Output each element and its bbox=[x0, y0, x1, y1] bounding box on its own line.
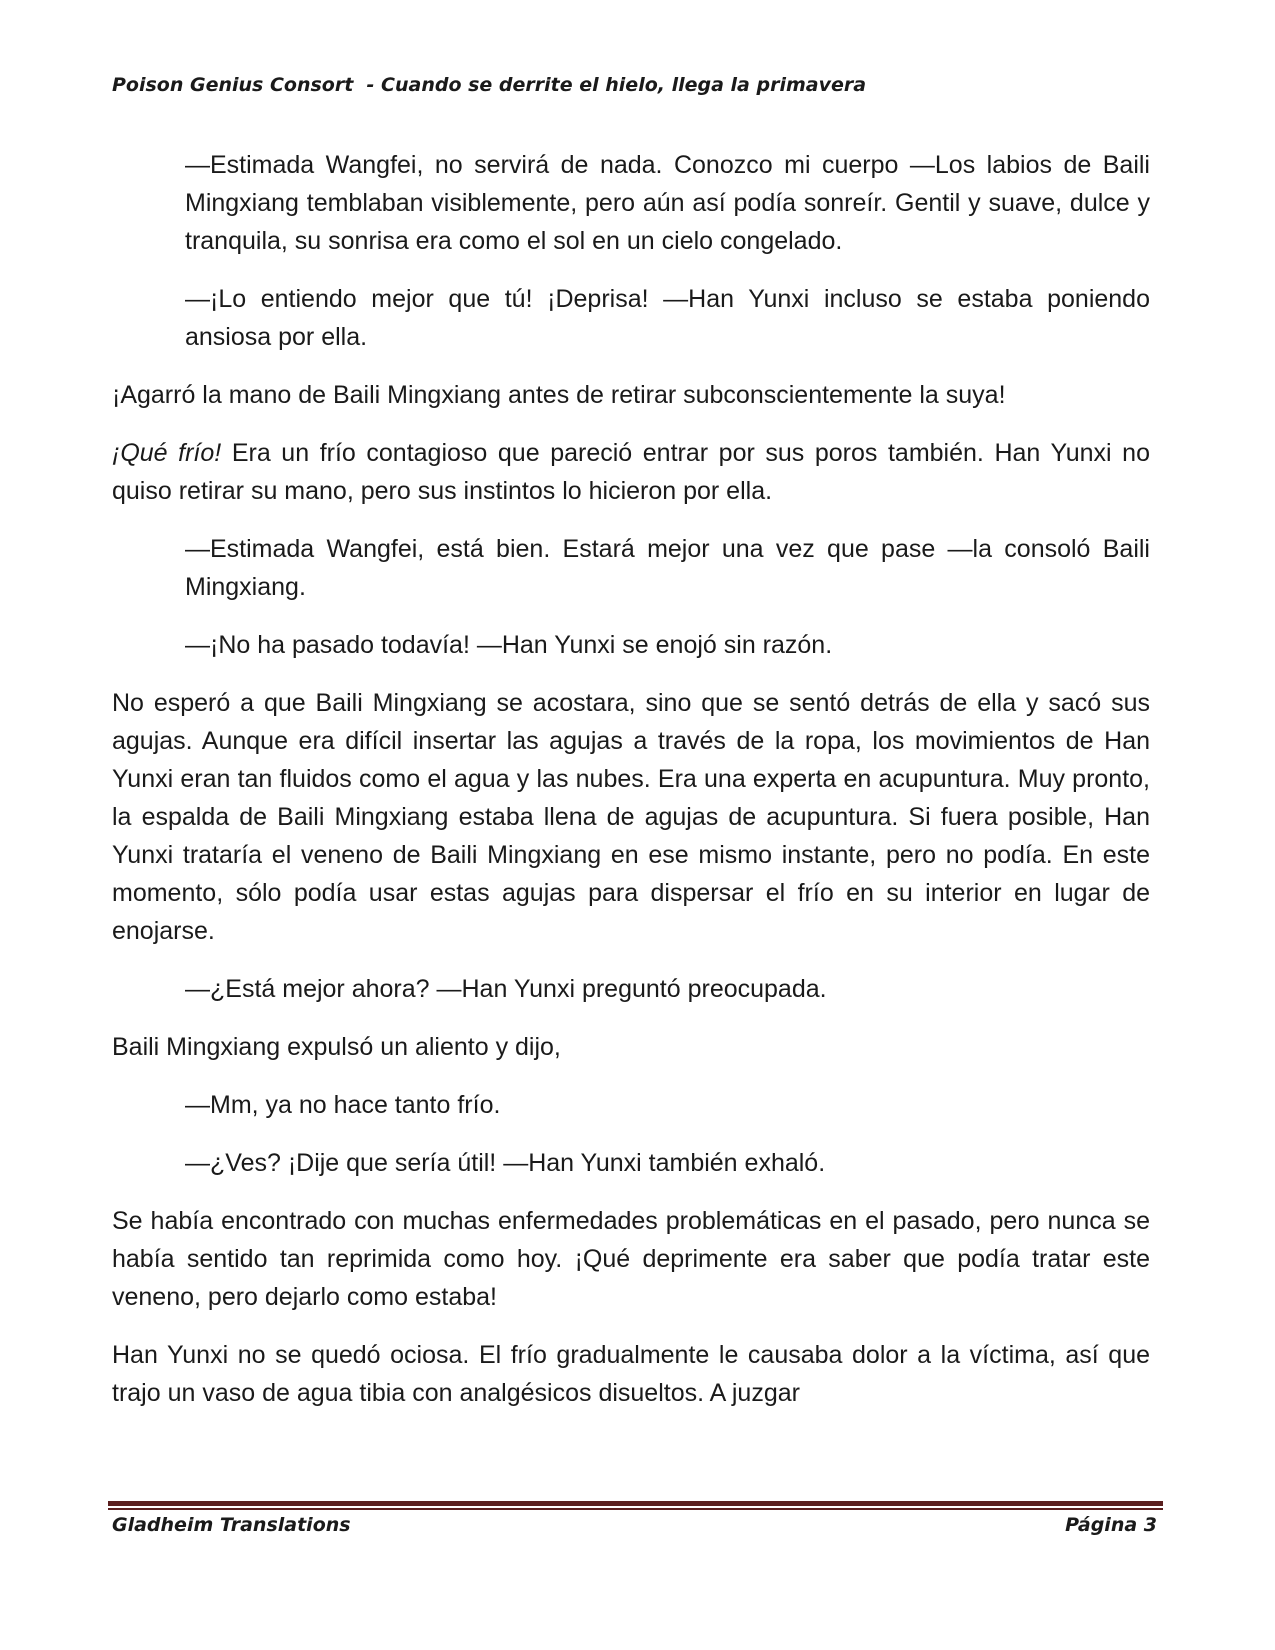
paragraph bbox=[185, 1086, 1150, 1124]
footer-divider bbox=[108, 1501, 1163, 1510]
paragraph bbox=[112, 434, 1150, 510]
paragraph bbox=[185, 626, 1150, 664]
paragraph bbox=[185, 530, 1150, 606]
paragraph-text: Han Yunxi no se quedó ociosa. El frío gradualmente le causaba dolor a la víctima, así que trajo un vaso de agua tibia con analgésicos disueltos. A juzgar bbox=[112, 1341, 1150, 1407]
page-header-title: Poison Genius Consort - Cuando se derrite el hielo, llega la primavera bbox=[112, 74, 867, 96]
paragraph-text: —¡No ha pasado todavía! —Han Yunxi se enojó sin razón. bbox=[185, 631, 833, 659]
footer-divider-thin-line bbox=[108, 1508, 1163, 1510]
paragraph-text: —Mm, ya no hace tanto frío. bbox=[185, 1091, 501, 1119]
paragraph bbox=[112, 1202, 1150, 1316]
paragraph-text: —Estimada Wangfei, está bien. Estará mejor una vez que pase —la consoló Baili Mingxiang. bbox=[185, 535, 1150, 601]
paragraph-text: —¿Está mejor ahora? —Han Yunxi preguntó preocupada. bbox=[185, 975, 827, 1003]
paragraph bbox=[185, 146, 1150, 260]
paragraph bbox=[112, 1336, 1150, 1412]
document-body bbox=[112, 146, 1150, 1432]
footer-page-number: Página 3 bbox=[1065, 1514, 1157, 1536]
italic-lead-text: ¡Qué frío! bbox=[112, 439, 222, 467]
paragraph bbox=[185, 280, 1150, 356]
paragraph bbox=[112, 1028, 1150, 1066]
paragraph bbox=[185, 970, 1150, 1008]
footer-publisher: Gladheim Translations bbox=[112, 1514, 351, 1536]
paragraph-text: —Estimada Wangfei, no servirá de nada. Conozco mi cuerpo —Los labios de Baili Mingxiang temblaban visiblemente, pero aún así podía sonreír. Gentil y suave, dulce y tranquila, su sonrisa era como el sol en un cielo congelado. bbox=[185, 151, 1150, 255]
paragraph-text: —¡Lo entiendo mejor que tú! ¡Deprisa! —Han Yunxi incluso se estaba poniendo ansiosa por ella. bbox=[185, 285, 1150, 351]
paragraph-text: Baili Mingxiang expulsó un aliento y dijo, bbox=[112, 1033, 561, 1061]
paragraph-text: ¡Agarró la mano de Baili Mingxiang antes de retirar subconscientemente la suya! bbox=[112, 381, 1006, 409]
paragraph-text: Se había encontrado con muchas enfermedades problemáticas en el pasado, pero nunca se había sentido tan reprimida como hoy. ¡Qué deprimente era saber que podía tratar este veneno, pero dejarlo como estaba! bbox=[112, 1207, 1150, 1311]
paragraph bbox=[112, 684, 1150, 950]
paragraph bbox=[112, 376, 1150, 414]
paragraph-text: Era un frío contagioso que pareció entrar por sus poros también. Han Yunxi no quiso retirar su mano, pero sus instintos lo hicieron por ella. bbox=[112, 439, 1150, 505]
paragraph-text: No esperó a que Baili Mingxiang se acostara, sino que se sentó detrás de ella y sacó sus agujas. Aunque era difícil insertar las agujas a través de la ropa, los movimientos de Han Yunxi eran tan fluidos como el agua y las nubes. Era una experta en acupuntura. Muy pronto, la espalda de Baili Mingxiang estaba llena de agujas de acupuntura. Si fuera posible, Han Yunxi trataría el veneno de Baili Mingxiang en ese mismo instante, pero no podía. En este momento, sólo podía usar estas agujas para dispersar el frío en su interior en lugar de enojarse. bbox=[112, 689, 1150, 945]
paragraph bbox=[185, 1144, 1150, 1182]
paragraph-text: —¿Ves? ¡Dije que sería útil! —Han Yunxi también exhaló. bbox=[185, 1149, 826, 1177]
